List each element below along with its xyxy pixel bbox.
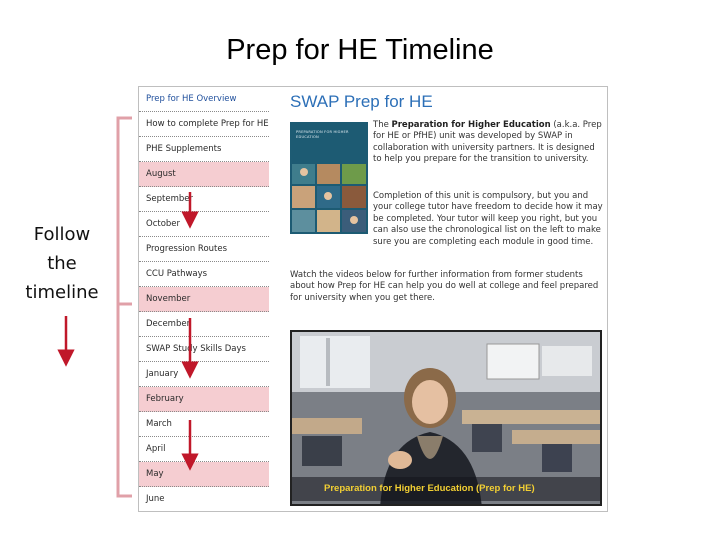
sidebar-item[interactable]: PHE Supplements — [139, 137, 269, 162]
slide-title: Prep for HE Timeline — [226, 34, 494, 66]
videos-paragraph: Watch the videos below for further information from former students about how Prep for HE can help you do well at college and feel prepared for university when you get there. — [290, 270, 599, 303]
sidebar-item[interactable]: March — [139, 412, 269, 437]
sidebar-item[interactable]: CCU Pathways — [139, 262, 269, 287]
timeline-annotation — [16, 220, 108, 307]
sidebar-item[interactable]: SWAP Study Skills Days — [139, 337, 269, 362]
sidebar-item[interactable]: December — [139, 312, 269, 337]
sidebar-item[interactable]: September — [139, 187, 269, 212]
annotation-line: the — [47, 253, 77, 274]
photo-collage-icon — [290, 162, 368, 234]
sidebar-item[interactable]: June — [139, 487, 269, 512]
sidebar-item[interactable]: January — [139, 362, 269, 387]
main-content — [290, 87, 606, 512]
video-player[interactable] — [290, 330, 602, 506]
sidebar-item[interactable]: August — [139, 162, 269, 187]
website-screenshot — [138, 86, 608, 512]
sidebar-item[interactable]: May — [139, 462, 269, 487]
sidebar-item[interactable]: How to complete Prep for HE — [139, 112, 269, 137]
sidebar-nav — [139, 87, 269, 512]
sidebar-item[interactable]: November — [139, 287, 269, 312]
intro-prefix: The — [373, 120, 392, 130]
site-title[interactable]: SWAP Prep for HE — [290, 92, 433, 111]
intro-rest: (a.k.a. Prep for HE or PfHE) unit was developed by SWAP in collaboration with university partners. It is designed to help you prepare for the transition to university. — [373, 120, 602, 165]
compulsory-paragraph: Completion of this unit is compulsory, but you and your college tutor have freedom to decide how it may be completed. Your tutor will keep you right, but you can also use the chronological list on the left to make sure you are completing each module in good time. — [373, 191, 603, 247]
sidebar-item[interactable]: October — [139, 212, 269, 237]
timeline-bracket — [118, 118, 132, 496]
sidebar-item[interactable]: Prep for HE Overview — [139, 87, 269, 112]
video-caption: Preparation for Higher Education (Prep for HE) — [324, 483, 535, 494]
annotation-line: timeline — [25, 282, 99, 303]
intro-bold: Preparation for Higher Education — [391, 120, 551, 130]
sidebar-item[interactable]: February — [139, 387, 269, 412]
cover-title: PREPARATION FOR HIGHER EDUCATION — [296, 130, 349, 139]
prep-for-he-cover-image — [290, 122, 368, 234]
sidebar-item[interactable]: April — [139, 437, 269, 462]
sidebar-item[interactable]: Progression Routes — [139, 237, 269, 262]
annotation-line: Follow — [33, 224, 91, 245]
intro-paragraph — [373, 120, 603, 166]
